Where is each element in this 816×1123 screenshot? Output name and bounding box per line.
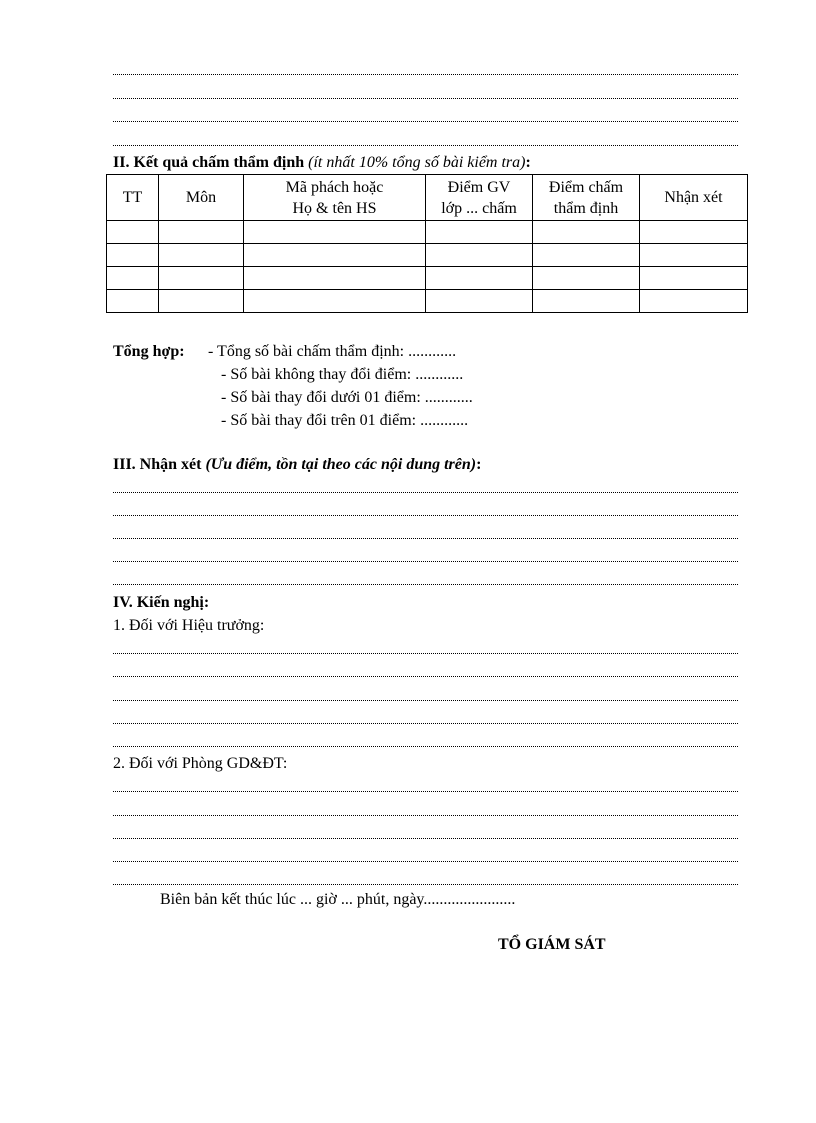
table-cell[interactable] <box>244 244 426 267</box>
table-cell[interactable] <box>107 221 159 244</box>
header-tt: TT <box>107 175 159 221</box>
table-header-row <box>107 175 748 221</box>
section-4-heading: IV. Kiến nghị: <box>113 594 210 611</box>
dotted-line <box>113 851 738 862</box>
dotted-line <box>113 111 738 122</box>
table-cell[interactable] <box>533 267 640 290</box>
table-cell[interactable] <box>159 221 244 244</box>
table-cell[interactable] <box>159 267 244 290</box>
table-cell[interactable] <box>244 267 426 290</box>
table-row <box>107 244 748 267</box>
table-cell[interactable] <box>640 290 748 313</box>
section-4-item-1: 1. Đối với Hiệu trưởng: <box>113 617 265 634</box>
table-cell[interactable] <box>426 290 533 313</box>
dotted-line <box>113 666 738 677</box>
section-2-colon: : <box>525 154 531 171</box>
section-2-note: (ít nhất 10% tổng số bài kiểm tra) <box>308 154 526 171</box>
section-3-title: III. Nhận xét <box>113 456 202 473</box>
dotted-line <box>113 574 738 585</box>
table-cell[interactable] <box>244 221 426 244</box>
dotted-line <box>113 874 738 885</box>
table-cell[interactable] <box>107 244 159 267</box>
dotted-line <box>113 505 738 516</box>
signature-title: TỔ GIÁM SÁT <box>498 936 606 953</box>
header-nhan-xet: Nhận xét <box>640 175 748 221</box>
table-cell[interactable] <box>107 267 159 290</box>
table-cell[interactable] <box>426 221 533 244</box>
summary-item: - Số bài thay đổi dưới 01 điểm: ............ <box>221 389 473 406</box>
summary-item: - Số bài thay đổi trên 01 điểm: ............ <box>221 412 469 429</box>
header-ma-phach <box>244 175 426 221</box>
dotted-line <box>113 713 738 724</box>
table-row <box>107 290 748 313</box>
header-diem-gv-line2: lớp ... chấm <box>441 199 517 217</box>
header-ma-phach-line2: Họ & tên HS <box>292 199 377 217</box>
table-cell[interactable] <box>107 290 159 313</box>
table-cell[interactable] <box>533 290 640 313</box>
table-cell[interactable] <box>426 244 533 267</box>
table-cell[interactable] <box>640 244 748 267</box>
dotted-line <box>113 482 738 493</box>
dotted-line <box>113 643 738 654</box>
header-diem-tham-dinh <box>533 175 640 221</box>
section-2-title: II. Kết quả chấm thẩm định <box>113 154 305 171</box>
dotted-line <box>113 736 738 747</box>
dotted-line <box>113 88 738 99</box>
header-diem-tham-dinh-line2: thẩm định <box>553 199 619 217</box>
section-3-heading <box>113 455 481 475</box>
table-cell[interactable] <box>640 267 748 290</box>
dotted-line <box>113 528 738 539</box>
table-cell[interactable] <box>533 221 640 244</box>
dotted-line <box>113 828 738 839</box>
dotted-line <box>113 135 738 146</box>
dotted-line <box>113 64 738 75</box>
table-cell[interactable] <box>640 221 748 244</box>
section-4-item-2: 2. Đối với Phòng GD&ĐT: <box>113 755 288 772</box>
table-row <box>107 221 748 244</box>
table-row <box>107 267 748 290</box>
closing-text: Biên bản kết thúc lúc ... giờ ... phút, ngày....................... <box>160 891 516 908</box>
dotted-line <box>113 781 738 792</box>
section-3-colon: : <box>476 456 482 473</box>
section-2-heading <box>113 153 531 173</box>
summary-item: - Tổng số bài chấm thẩm định: ............ <box>208 343 457 360</box>
header-diem-tham-dinh-line1: Điểm chấm <box>548 178 624 196</box>
dotted-line <box>113 805 738 816</box>
table-cell[interactable] <box>159 244 244 267</box>
dotted-line <box>113 690 738 701</box>
section-3-note: (Ưu điểm, tồn tại theo các nội dung trên) <box>205 456 477 473</box>
grading-table <box>106 174 748 313</box>
table-cell[interactable] <box>244 290 426 313</box>
table-cell[interactable] <box>159 290 244 313</box>
header-diem-gv <box>426 175 533 221</box>
header-ma-phach-line1: Mã phách hoặc <box>285 178 384 196</box>
header-diem-gv-line1: Điểm GV <box>447 178 511 196</box>
summary-label: Tổng hợp: <box>113 343 185 360</box>
summary-item: - Số bài không thay đổi điểm: ............ <box>221 366 464 383</box>
table-cell[interactable] <box>426 267 533 290</box>
dotted-line <box>113 551 738 562</box>
header-mon: Môn <box>159 175 244 221</box>
table-cell[interactable] <box>533 244 640 267</box>
